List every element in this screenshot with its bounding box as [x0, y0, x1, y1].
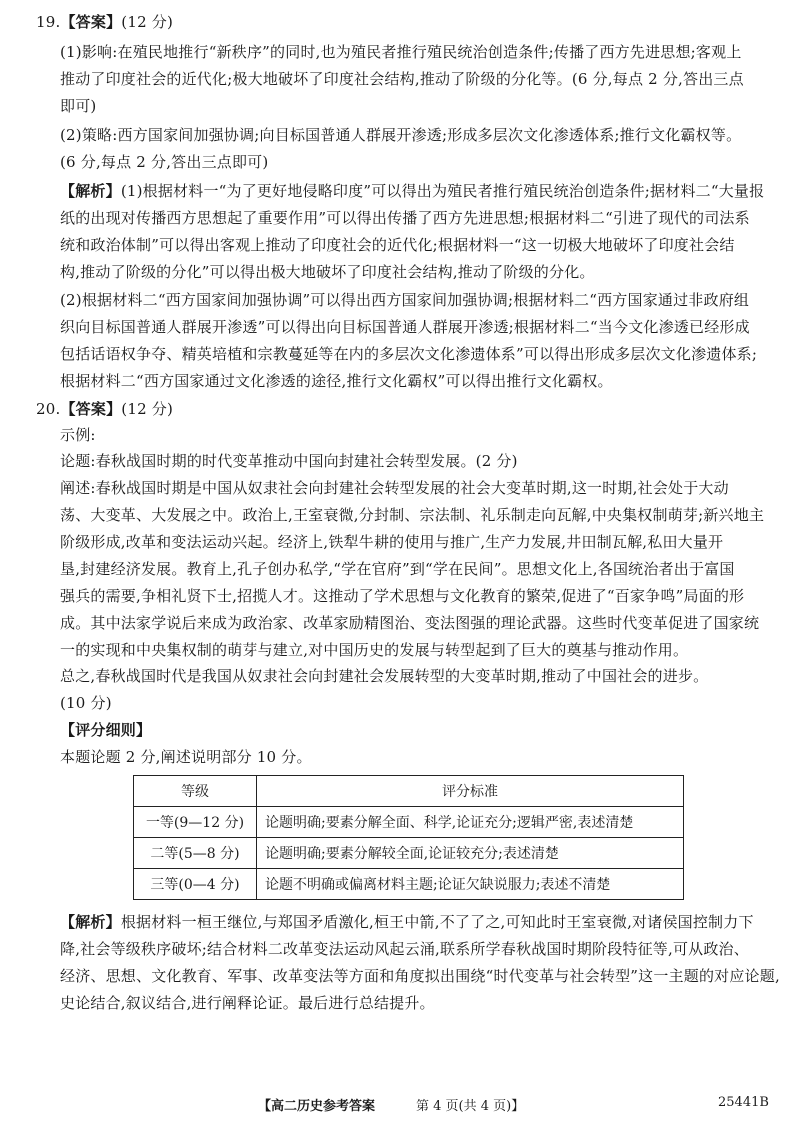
grading-header-level: 等级 [134, 776, 257, 807]
footer-code: 25441B [718, 1095, 769, 1110]
q20-analysis-line-1 [60, 912, 754, 932]
q20-analysis-text: 根据材料一桓王继位,与郑国矛盾激化,桓王中箭,不了了之,可知此时王室衰微,对诸侯国控制力下 [120, 913, 754, 931]
q20-exposition-line-4: 垦,封建经济发展。教育上,孔子创办私学,“学在官府”到“学在民间”。思想文化上,各国统治者出于富国 [60, 560, 735, 578]
q20-thesis: 论题:春秋战国时期的时代变革推动中国向封建社会转型发展。(2 分) [60, 452, 518, 470]
q20-exposition-line-7: 一的实现和中央集权制的萌芽与建立,对中国历史的发展与转型起到了巨大的奠基与推动作用。 [60, 641, 689, 659]
grading-header-criteria: 评分标准 [257, 776, 684, 807]
grading-criteria-1: 论题明确;要素分解全面、科学,论证充分;逻辑严密,表述清楚 [257, 807, 684, 838]
q19-analysis-line-1 [60, 181, 764, 201]
q20-exposition-line-1: 阐述:春秋战国时期是中国从奴隶社会向封建社会转型发展的社会大变革时期,这一时期,社会处于大动 [60, 479, 729, 497]
table-row [134, 807, 684, 838]
q20-analysis-line-2: 降,社会等级秩序破坏;结合材料二改革变法运动风起云涌,联系所学春秋战国时期阶段特征等,可从政治、 [60, 940, 749, 958]
q19-analysis2-line-4: 根据材料二“西方国家通过文化渗透的途径,推行文化霸权”可以得出推行文化霸权。 [60, 372, 613, 390]
q19-number: 19. [36, 13, 61, 31]
q19-analysis-line-4: 构,推动了阶级的分化”可以得出极大地破坏了印度社会结构,推动了阶级的分化。 [60, 263, 595, 281]
q20-summary-line-1: 总之,春秋战国时代是我国从奴隶社会向封建社会发展转型的大变革时期,推动了中国社会的进步。 [60, 667, 709, 685]
grading-table [133, 775, 684, 900]
grading-level-1: 一等(9—12 分) [134, 807, 257, 838]
grading-table-header-row [134, 776, 684, 807]
q20-rubric-tag: 【评分细则】 [60, 721, 152, 739]
q19-analysis2-line-3: 包括话语权争夺、精英培植和宗教蔓延等在内的多层次文化渗遗体系”可以得出形成多层次文化渗遗体系; [60, 345, 758, 363]
q20-exposition-line-3: 阶级形成,改革和变法运动兴起。经济上,铁犁牛耕的使用与推广,生产力发展,井田制瓦解,私田大量开 [60, 533, 724, 551]
grading-level-2: 二等(5—8 分) [134, 838, 257, 869]
q19-analysis2-line-1: (2)根据材料二“西方国家间加强协调”可以得出西方国家间加强协调;根据材料二“西方国家通过非政府组 [60, 291, 750, 309]
q19-ans1-line-1: (1)影响:在殖民地推行“新秩序”的同时,也为殖民者推行殖民统治创造条件;传播了西方先进思想;客观上 [60, 43, 742, 61]
q20-rubric-intro: 本题论题 2 分,阐述说明部分 10 分。 [60, 748, 312, 766]
grading-criteria-3: 论题不明确或偏离材料主题;论证欠缺说服力;表述不清楚 [257, 869, 684, 900]
q20-number: 20. [36, 400, 61, 418]
q20-analysis-tag: 【解析】 [60, 913, 121, 931]
q20-example-label: 示例: [60, 426, 96, 444]
q20-exposition-line-5: 强兵的需要,争相礼贤下士,招揽人才。这推动了学术思想与文化教育的繁荣,促进了“百家争鸣”局面的形 [60, 587, 745, 605]
q19-ans2-line-2: (6 分,每点 2 分,答出三点即可) [60, 153, 269, 171]
q20-analysis-line-4: 史论结合,叙议结合,进行阐释论证。最后进行总结提升。 [60, 994, 435, 1012]
q20-exposition-line-2: 荡、大变革、大发展之中。政治上,王室衰微,分封制、宗法制、礼乐制走向瓦解,中央集权制萌芽;新兴地主 [60, 506, 765, 524]
grading-criteria-2: 论题明确;要素分解较全面,论证较充分;表述清楚 [257, 838, 684, 869]
q19-analysis-line-3: 统和政治体制”可以得出客观上推动了印度社会的近代化;根据材料一“这一切极大地破坏了印度社会结 [60, 236, 735, 254]
q20-analysis-line-3: 经济、思想、文化教育、军事、改革变法等方面和角度拟出围绕“时代变革与社会转型”这一主题的对应论题, [60, 967, 780, 985]
q19-score: (12 分) [121, 13, 174, 31]
q19-header [36, 12, 173, 32]
q19-analysis2-line-2: 织向目标国普通人群展开渗透”可以得出向目标国普通人群展开渗透;根据材料二“当今文化渗透已经形成 [60, 318, 750, 336]
footer-page: 第 4 页(共 4 页)】 [416, 1099, 525, 1114]
q20-answer-tag: 【答案】 [60, 400, 122, 418]
q19-ans1-line-3: 即可) [60, 97, 97, 115]
footer-title: 【高二历史参考答案 [258, 1099, 376, 1114]
q20-score: (12 分) [121, 400, 174, 418]
q19-analysis-text: (1)根据材料一“为了更好地侵略印度”可以得出为殖民者推行殖民统治创造条件;据材料二“大量报 [120, 182, 765, 200]
q19-answer-tag: 【答案】 [60, 13, 122, 31]
q20-header [36, 399, 173, 419]
q20-summary-line-2: (10 分) [60, 694, 112, 712]
q19-ans2-line-1: (2)策略:西方国家间加强协调;向目标国普通人群展开渗透;形成多层次文化渗透体系;推行文化霸权等。 [60, 126, 742, 144]
q20-exposition-line-6: 成。其中法家学说后来成为政治家、改革家励精图治、变法图强的理论武器。这些时代变革促进了国家统 [60, 614, 760, 632]
q19-analysis-line-2: 纸的出现对传播西方思想起了重要作用”可以得出传播了西方先进思想;根据材料二“引进了现代的司法系 [60, 209, 750, 227]
q19-ans1-line-2: 推动了印度社会的近代化;极大地破坏了印度社会结构,推动了阶级的分化等。(6 分,每点 2 分,答出三点 [60, 70, 744, 88]
table-row [134, 869, 684, 900]
table-row [134, 838, 684, 869]
q19-analysis-tag: 【解析】 [60, 182, 121, 200]
grading-level-3: 三等(0—4 分) [134, 869, 257, 900]
